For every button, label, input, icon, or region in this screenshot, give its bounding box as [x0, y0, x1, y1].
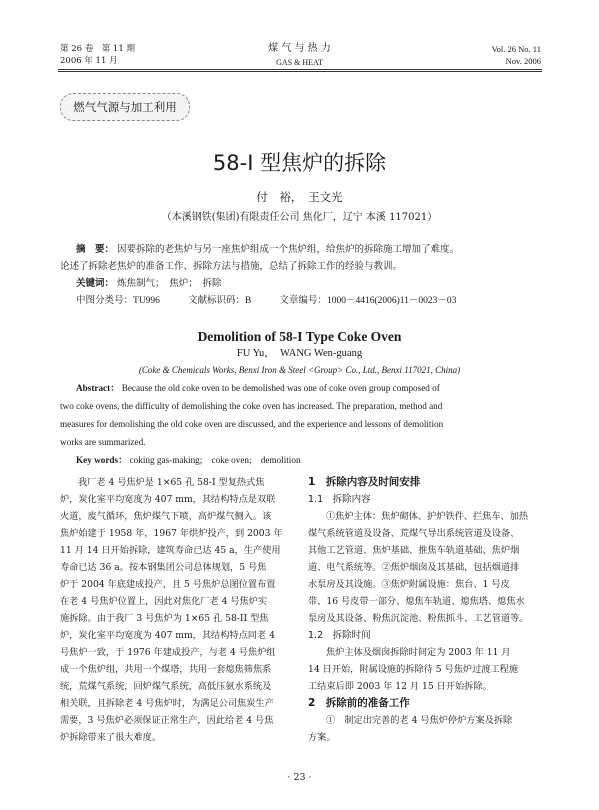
- body-line: 相关联，且拆除老 4 号焦炉时，为满足公司焦炭生产: [60, 698, 274, 709]
- body-line: 11 月 14 日开始拆除，建筑寿命已达 45 a，生产使用: [60, 545, 281, 556]
- english-abstract-text4: works are summarized.: [60, 437, 146, 447]
- english-abstract-text2: two coke ovens, the difficulty of demolishing the coke oven has increased. The preparation, method and: [60, 401, 443, 411]
- body-line: 需要，3 号焦炉必须保证正常生产，因此给老 4 号焦: [60, 715, 274, 726]
- header-rule-double: [58, 71, 542, 72]
- body-right-column: [308, 474, 542, 746]
- body-line: 在老 4 号焦炉位置上，因此对焦化厂老 4 号焦炉实: [60, 596, 268, 607]
- body-line: 焦炉始建于 1958 年，1967 年烘炉投产，到 2003 年: [60, 528, 283, 539]
- english-abstract-line1: [76, 382, 542, 395]
- abstract-cn-label: 摘 要：: [76, 244, 115, 255]
- header-rule: [58, 69, 542, 70]
- english-affiliation: (Coke & Chemicals Works, Benxi Iron & Steel <Group> Co., Ltd., Benxi 117021, China): [138, 365, 461, 375]
- article-no-label: 文章编号：: [279, 295, 327, 306]
- doc-code-value: B: [245, 296, 252, 306]
- body-line: 带、16 号皮带一部分、熄焦车轨道、熄焦塔、熄焦水: [308, 596, 525, 607]
- keywords-cn: 炼焦制气； 焦炉； 拆除: [117, 278, 222, 289]
- body-line: 炉拆除带来了很大难度。: [60, 732, 162, 743]
- body-line: 火道，废气循环，焦炉煤气下喷，高炉煤气侧入。该: [60, 511, 272, 522]
- abstract-cn-text1: 因要拆除的老焦炉与另一座焦炉组成一个焦炉组，给焦炉的拆除施工增加了难度。: [117, 244, 460, 255]
- body-line: 我厂老 4 号焦炉是 1×65 孔 58-I 型复热式焦: [78, 477, 265, 488]
- abstract-cn-text2: 论述了拆除老焦炉的准备工作、拆除方法与措施，总结了拆除工作的经验与教训。: [60, 261, 403, 272]
- body-line: ① 制定出完善的老 4 号焦炉停炉方案及拆除: [326, 715, 513, 726]
- body-line: 焦炉主体及烟囱拆除时间定为 2003 年 11 月: [326, 647, 511, 658]
- body-left-column: [60, 474, 296, 746]
- journal-name-cn: 煤 气 与 热 力: [268, 43, 331, 54]
- section-heading-2: 2 拆除前的准备工作: [308, 697, 410, 709]
- body-line: 煤气系统管道及设备、荒煤气导出系统管道及设备、: [308, 528, 520, 539]
- body-line: 号焦炉一致，于 1976 年建成投产，与老 4 号焦炉组: [60, 647, 276, 658]
- body-line: 成一个焦炉组，共用一个煤塔，共用一套熄焦筛焦系: [60, 664, 272, 675]
- body-line: 炉于 2004 年底建成投产，且 5 号焦炉总图位置布置: [60, 579, 276, 590]
- classification-line: [76, 294, 456, 308]
- body-line: 施拆除。由于我厂 3 号焦炉为 1×65 孔 58-II 型焦: [60, 613, 269, 624]
- english-keywords-line: [76, 454, 301, 467]
- affiliation-cn: （本溪钢铁(集团)有限责任公司 焦化厂，辽宁 本溪 117021）: [161, 212, 438, 223]
- journal-date: 2006 年 11 月: [60, 56, 118, 66]
- abstract-cn-line1: [76, 243, 546, 256]
- section-heading-1: 1 拆除内容及时间安排: [308, 476, 421, 488]
- body-line: 方案。: [308, 732, 336, 743]
- clc-value: TU996: [133, 296, 160, 306]
- body-line: 其他工艺管道、焦炉基础、推焦车轨道基础、焦炉烟: [308, 545, 520, 556]
- body-line: 道、电气系统等。②焦炉烟囱及其基础，包括烟道排: [308, 562, 520, 573]
- article-no-value: 1000－4416(2006)11－0023－03: [326, 296, 457, 306]
- body-line: 泵房及其设备、粉焦沉淀池、粉焦抓斗、工艺管道等。: [308, 613, 529, 624]
- journal-name-en: GAS & HEAT: [276, 58, 323, 67]
- english-authors: FU Yu， WANG Wen-guang: [236, 348, 363, 359]
- keywords-cn-line: [76, 277, 222, 290]
- subsection-heading-1-2: 1.2 拆除时间: [308, 630, 371, 641]
- journal-date-en: Nov. 2006: [505, 56, 541, 66]
- english-keywords: coking gas-making; coke oven; demolition: [129, 455, 301, 465]
- english-title: Demolition of 58-I Type Coke Oven: [197, 329, 402, 344]
- clc-label: 中图分类号：: [76, 295, 134, 306]
- body-line: ①焦炉主体：焦炉砌体、护炉铁件、拦焦车、加热: [326, 511, 529, 522]
- body-line: 工结束后即 2003 年 12 月 15 日开始拆除。: [308, 681, 492, 692]
- keywords-cn-label: 关键词：: [76, 278, 115, 289]
- section-tag: 燃气气源与加工利用: [60, 93, 190, 121]
- subsection-heading-1-1: 1.1 拆除内容: [308, 494, 371, 505]
- authors-cn: 付 裕， 王文光: [256, 190, 343, 204]
- journal-volume-issue: 第 26 卷 第 11 期: [60, 44, 135, 54]
- english-abstract-label: Abstract：: [76, 383, 120, 393]
- doc-code-label: 文献标识码：: [188, 295, 246, 306]
- body-line: 寿命已达 36 a。按本钢集团公司总体规划，5 号焦: [60, 562, 267, 573]
- english-abstract-text1: Because the old coke oven to be demolished was one of coke oven group composed of: [121, 383, 440, 393]
- body-line: 水泵房及其设施。③焦炉附属设施：焦台、1 号皮: [308, 579, 510, 590]
- body-line: 14 日开始，附属设施的拆除待 5 号焦炉过渡工程施: [308, 664, 519, 675]
- page-number: · 23 ·: [287, 772, 312, 783]
- page-title: 58-I 型焦炉的拆除: [212, 151, 387, 175]
- body-line: 炉，炭化室平均宽度为 407 mm，其结构特点同老 4: [60, 630, 275, 641]
- body-line: 统，荒煤气系统，回炉煤气系统，高低压氨水系统及: [60, 681, 272, 692]
- journal-vol-en: Vol. 26 No. 11: [491, 44, 541, 54]
- english-keywords-label: Key words：: [76, 455, 128, 465]
- english-abstract-text3: measures for demolishing the old coke oven are discussed, and the experience and lessons of demolition: [60, 419, 444, 429]
- body-line: 炉，炭化室平均宽度为 407 mm，其结构特点是双联: [60, 494, 276, 505]
